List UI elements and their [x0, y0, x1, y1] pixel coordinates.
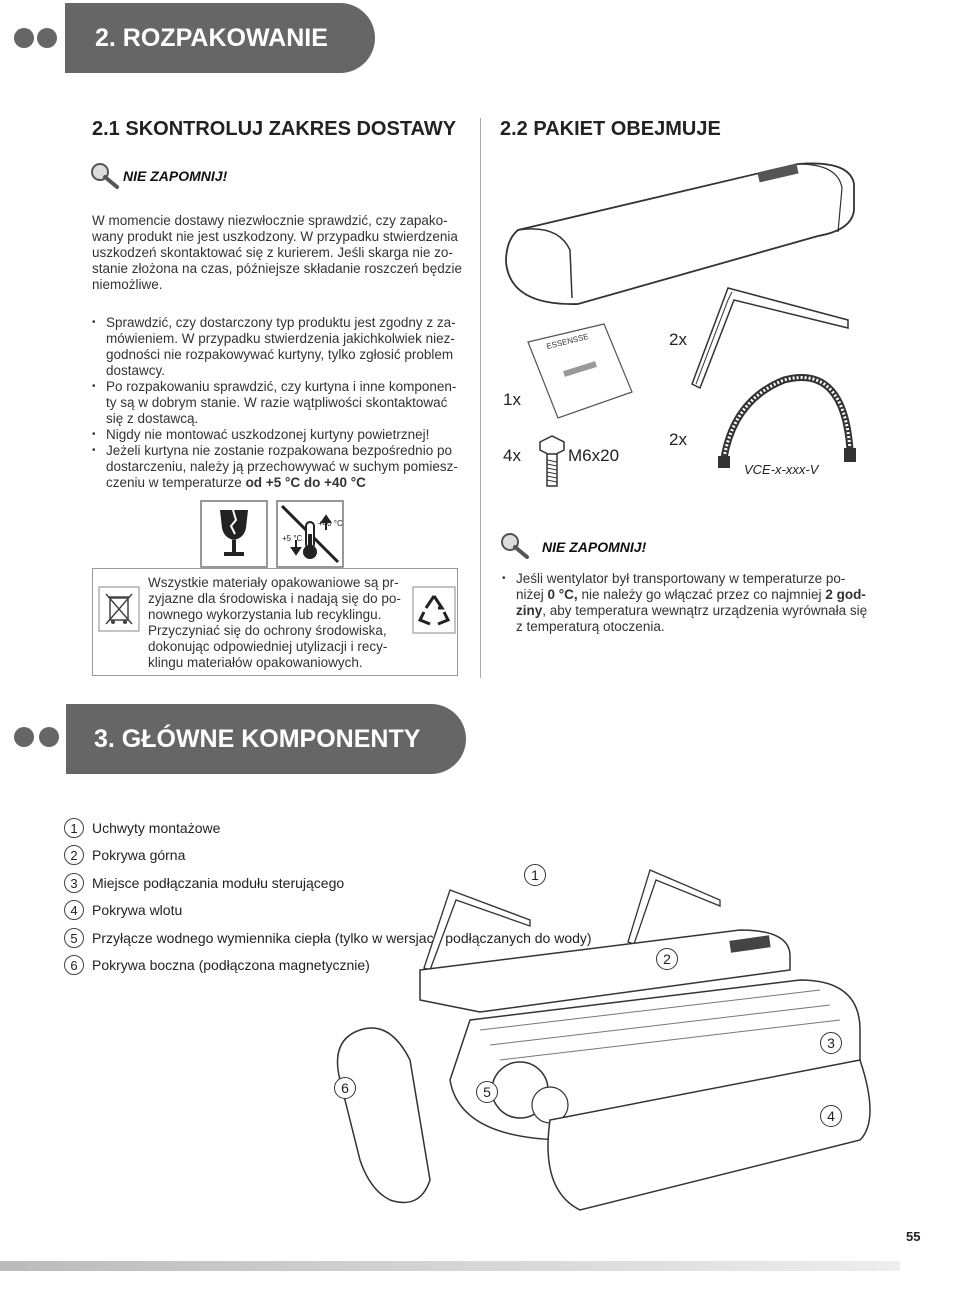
callout-2: 2 [656, 948, 678, 970]
text-line: dostarczeniu, należy ją przechowywać w suchym pomiesz- [106, 459, 458, 474]
temp-low-label: +5 °C [282, 534, 303, 543]
text-line: • Nigdy nie montować uszkodzonej kurtyny powietrznej! [106, 427, 430, 442]
component-item [64, 818, 220, 838]
fragile-glass-icon [200, 500, 268, 568]
section-3-title-bar [66, 704, 466, 774]
callout-5: 5 [476, 1081, 498, 1103]
subsection-2-2-title: 2.2 PAKIET OBEJMUJE [500, 118, 721, 140]
header-dot [39, 727, 59, 747]
bolt-drawing [536, 434, 568, 488]
text-line: wany produkt nie jest uszkodzony. W przypadku stwierdzenia [92, 229, 458, 244]
text-line: dostawcy. [106, 363, 166, 378]
text-line: się z dostawcą. [106, 411, 199, 426]
text-line: • Po rozpakowaniu sprawdzić, czy kurtyna i inne komponen- [106, 379, 457, 394]
recycling-text [148, 575, 403, 671]
component-label: Uchwyty montażowe [92, 820, 221, 836]
callout-3: 3 [820, 1032, 842, 1054]
temperature-range: od +5 °C do +40 °C [245, 475, 366, 490]
page-number: 55 [906, 1229, 921, 1244]
qty-manual: 1x [503, 390, 521, 409]
check-list [92, 315, 478, 491]
list-item [106, 379, 478, 427]
list-item [106, 443, 478, 491]
qty-brackets: 2x [669, 330, 687, 349]
component-number: 5 [64, 928, 84, 948]
text-line: Przyczyniać się do ochrony środowiska, [148, 623, 387, 638]
section-2-title-bar [65, 3, 375, 73]
header-dot [37, 28, 57, 48]
text-line: mówieniem. W przypadku stwierdzenia jakichkolwiek niez- [106, 331, 455, 346]
text-line: • Jeśli wentylator był transportowany w temperaturze po- [516, 571, 846, 586]
text-line: z temperaturą otoczenia. [516, 619, 665, 634]
qty-hoses: 2x [669, 430, 687, 449]
component-number: 2 [64, 845, 84, 865]
text-line: zyjazne dla środowiska i nadają się do po- [148, 591, 401, 606]
manual-brand: ESSENSSE [545, 331, 590, 352]
text-line: niemożliwe. [92, 277, 163, 292]
qty-bolts: 4x [503, 446, 521, 465]
component-label: Pokrywa górna [92, 847, 186, 863]
component-number: 3 [64, 873, 84, 893]
hose-label: VCE-x-xxx-V [744, 462, 819, 477]
text-line: W momencie dostawy niezwłocznie sprawdzić, czy zapako- [92, 213, 448, 228]
component-item [64, 900, 182, 920]
text-span: czeniu w temperaturze [106, 475, 246, 490]
text-line: godności nie rozpakowywać kurtyny, tylko zgłosić problem [106, 347, 454, 362]
text-span: nie należy go włączać przez co najmniej [577, 587, 826, 602]
bold-span: 2 god- [825, 587, 866, 602]
callout-6: 6 [334, 1077, 356, 1099]
component-label: Pokrywa boczna (podłączona magnetycznie) [92, 957, 370, 973]
header-dot [14, 727, 34, 747]
temp-high-label: +40 °C [318, 519, 343, 528]
warning-list [502, 571, 888, 635]
hose-drawing [714, 370, 864, 474]
exploded-view-drawing [320, 860, 880, 1220]
list-item [516, 571, 888, 635]
bolt-label: M6x20 [568, 446, 620, 465]
component-label: Miejsce podłączania modułu sterującego [92, 875, 345, 891]
text-line: Wszystkie materiały opakowaniowe są pr- [148, 575, 399, 590]
section-2-title: 2. ROZPAKOWANIE [95, 23, 328, 52]
text-line [516, 603, 888, 619]
text-line [516, 587, 888, 603]
text-span: niżej [516, 587, 548, 602]
text-line: klingu materiałów opakowaniowych. [148, 655, 363, 670]
weee-bin-icon [98, 586, 140, 632]
section-3-title: 3. GŁÓWNE KOMPONENTY [94, 724, 421, 753]
component-number: 1 [64, 818, 84, 838]
list-item [106, 427, 478, 443]
subsection-2-1-title: 2.1 SKONTROLUJ ZAKRES DOSTAWY [92, 118, 457, 140]
text-line: ty są w dobrym stanie. W razie wątpliwości skontaktować [106, 395, 448, 410]
component-number: 6 [64, 955, 84, 975]
header-dot [14, 28, 34, 48]
component-number: 4 [64, 900, 84, 920]
recycle-icon [412, 586, 456, 634]
callout-4: 4 [820, 1105, 842, 1127]
text-line [106, 475, 478, 491]
footer-gradient-bar [0, 1261, 900, 1271]
text-line: dokonując odpowiedniej utylizacji i recy- [148, 639, 388, 654]
text-line: uszkodzeń skontaktować się z kurierem. Jeśli skarga nie zo- [92, 245, 453, 260]
component-label: Pokrywa wlotu [92, 902, 183, 918]
component-item [64, 873, 344, 893]
intro-paragraph [92, 213, 472, 293]
text-line: stanie złożona na czas, późniejsze składanie roszczeń będzie [92, 261, 462, 276]
list-item [106, 315, 478, 379]
magnifier-icon [498, 530, 532, 560]
note-label: NIE ZAPOMNIJ! [542, 539, 647, 555]
callout-1: 1 [524, 864, 546, 886]
bold-span: 0 °C, [547, 587, 578, 602]
note-label: NIE ZAPOMNIJ! [123, 168, 228, 184]
magnifier-icon [88, 160, 122, 190]
column-divider [480, 118, 481, 678]
component-item [64, 845, 185, 865]
text-line: • Sprawdzić, czy dostarczony typ produktu jest zgodny z za- [106, 315, 456, 330]
text-line: nownego wykorzystania lub recyklingu. [148, 607, 382, 622]
text-line: • Jeżeli kurtyna nie zostanie rozpakowana bezpośrednio po [106, 443, 452, 458]
component-label: Przyłącze wodnego wymiennika ciepła (tylko w wersjach podłączanych do wody) [92, 930, 592, 946]
text-span: , aby temperatura wewnątrz urządzenia wyrównała się [542, 603, 868, 618]
bold-span: ziny [516, 603, 543, 618]
